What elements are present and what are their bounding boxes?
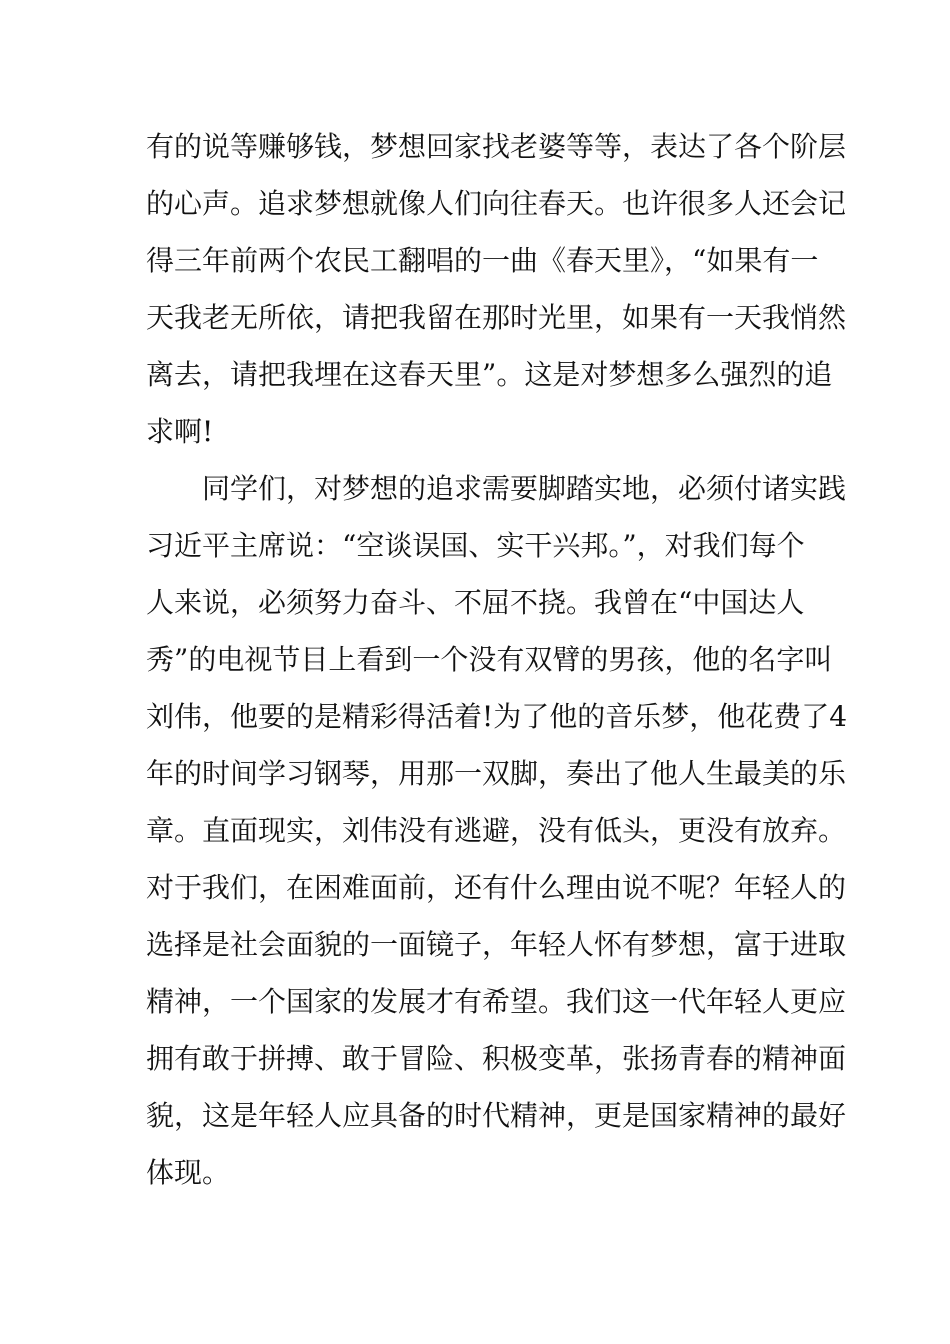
body-text bbox=[146, 118, 848, 1201]
text-line: 体现。 bbox=[146, 1156, 231, 1189]
text-line: 同学们，对梦想的追求需要脚踏实地，必须付诸实践 bbox=[146, 472, 847, 505]
text-line: 习近平主席说：“空谈误国、实干兴邦。”，对我们每个 bbox=[146, 529, 805, 562]
text-line: 对于我们，在困难面前，还有什么理由说不呢？年轻人的 bbox=[146, 871, 847, 904]
text-line: 离去，请把我埋在这春天里”。这是对梦想多么强烈的追 bbox=[146, 358, 833, 391]
text-line: 章。直面现实，刘伟没有逃避，没有低头，更没有放弃。 bbox=[146, 814, 847, 847]
text-line: 人来说，必须努力奋斗、不屈不挠。我曾在“中国达人 bbox=[146, 586, 805, 619]
text-line: 貌，这是年轻人应具备的时代精神，更是国家精神的最好 bbox=[146, 1099, 847, 1132]
text-line: 刘伟，他要的是精彩得活着!为了他的音乐梦，他花费了4 bbox=[146, 700, 848, 733]
text-line: 得三年前两个农民工翻唱的一曲《春天里》，“如果有一 bbox=[146, 244, 819, 277]
text-line: 秀”的电视节目上看到一个没有双臂的男孩，他的名字叫 bbox=[146, 643, 833, 676]
text-line: 天我老无所依，请把我留在那时光里，如果有一天我悄然 bbox=[146, 301, 847, 334]
text-line: 的心声。追求梦想就像人们向往春天。也许很多人还会记 bbox=[146, 187, 847, 220]
text-line: 选择是社会面貌的一面镜子，年轻人怀有梦想，富于进取 bbox=[146, 928, 847, 961]
text-line: 求啊! bbox=[146, 415, 214, 448]
text-line: 有的说等赚够钱，梦想回家找老婆等等，表达了各个阶层 bbox=[146, 130, 847, 163]
text-line: 拥有敢于拼搏、敢于冒险、积极变革，张扬青春的精神面 bbox=[146, 1042, 847, 1075]
text-line: 精神，一个国家的发展才有希望。我们这一代年轻人更应 bbox=[146, 985, 847, 1018]
text-line: 年的时间学习钢琴，用那一双脚，奏出了他人生最美的乐 bbox=[146, 757, 847, 790]
